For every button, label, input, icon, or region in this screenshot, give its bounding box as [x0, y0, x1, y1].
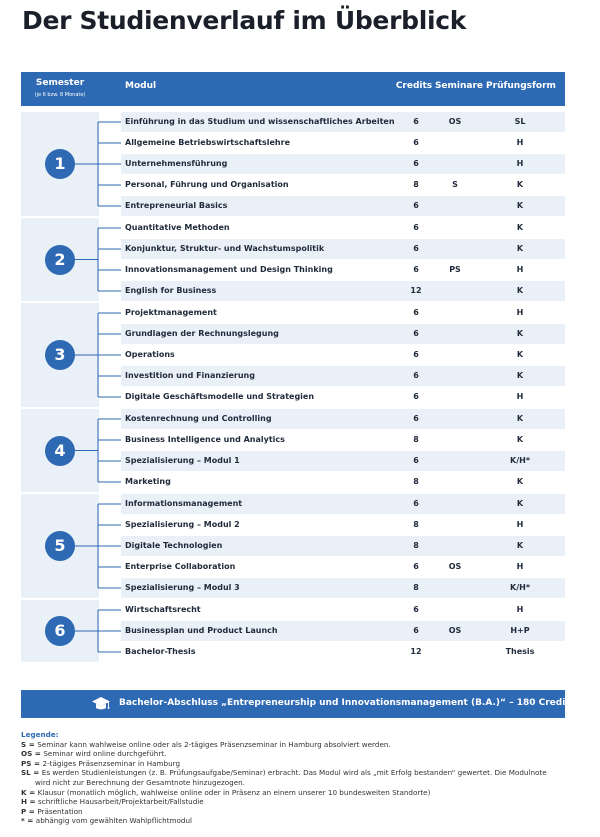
legend-key: PS: [21, 758, 32, 768]
module-credits: 6: [413, 562, 419, 571]
module-credits: 6: [413, 499, 419, 508]
module-exam: K: [516, 499, 524, 508]
legend-key: S: [21, 739, 27, 749]
module-row: [121, 133, 565, 153]
module-row: [121, 324, 565, 344]
legend-text: Präsentation: [37, 806, 83, 816]
module-credits: 6: [413, 223, 419, 232]
module-credits: 6: [413, 456, 419, 465]
module-row: [121, 451, 565, 471]
module-row: [121, 642, 565, 662]
legend-key: SL: [21, 768, 31, 778]
module-row: [121, 260, 565, 280]
module-credits: 8: [413, 477, 419, 486]
module-name: Businessplan und Product Launch: [125, 626, 278, 635]
degree-bar: [21, 690, 575, 718]
module-name: Investition und Finanzierung: [125, 371, 255, 380]
header-pruefungsform: Prüfungsform: [486, 81, 556, 91]
module-row: [121, 112, 565, 132]
module-row: [121, 345, 565, 365]
module-row: [121, 536, 565, 556]
module-name: Unternehmensführung: [125, 159, 228, 168]
module-name: Operations: [125, 350, 175, 359]
module-credits: 6: [413, 265, 419, 274]
module-row: [121, 387, 565, 407]
module-name: Spezialisierung – Modul 1: [125, 456, 240, 465]
module-exam: K/H*: [510, 583, 530, 592]
module-row: [121, 366, 565, 386]
semester-number-badge: 6: [45, 616, 75, 646]
module-exam: H: [516, 138, 524, 147]
legend-text: schriftliche Hausarbeit/Projektarbeit/Fallstudie: [38, 797, 204, 807]
module-row: [121, 430, 565, 450]
module-name: Business Intelligence und Analytics: [125, 435, 285, 444]
legend-key: OS: [21, 749, 33, 759]
module-name: Wirtschaftsrecht: [125, 605, 201, 614]
module-row: [121, 281, 565, 301]
module-name: Marketing: [125, 477, 171, 486]
module-row: [121, 409, 565, 429]
module-exam: K: [516, 329, 524, 338]
legend-key: P: [21, 806, 27, 816]
module-exam: K: [516, 244, 524, 253]
page-title: Der Studienverlauf im Überblick: [22, 6, 467, 35]
module-name: Quantitative Methoden: [125, 223, 230, 232]
module-name: Allgemeine Betriebswirtschaftslehre: [125, 138, 290, 147]
semester-number-badge: 1: [45, 149, 75, 179]
module-name: Bachelor-Thesis: [125, 647, 196, 656]
module-row: [121, 175, 565, 195]
module-seminar: S: [452, 180, 458, 189]
module-exam: K: [516, 223, 524, 232]
module-credits: 12: [410, 286, 422, 295]
module-credits: 8: [413, 435, 419, 444]
header-credits: Credits: [395, 81, 433, 91]
module-exam: K/H*: [510, 456, 530, 465]
module-exam: K: [516, 201, 524, 210]
legend-item: PS = 2-tägiges Präsenzseminar in Hamburg: [21, 758, 181, 768]
module-exam: K: [516, 286, 524, 295]
semester-number-badge: 2: [45, 245, 75, 275]
module-credits: 6: [413, 159, 419, 168]
module-name: Personal, Führung und Organisation: [125, 180, 289, 189]
module-row: [121, 557, 565, 577]
module-name: Spezialisierung – Modul 3: [125, 583, 240, 592]
module-credits: 8: [413, 180, 419, 189]
module-row: [121, 218, 565, 238]
semester-number-badge: 5: [45, 531, 75, 561]
module-exam: H: [516, 520, 524, 529]
module-name: Innovationsmanagement und Design Thinking: [125, 265, 333, 274]
module-credits: 8: [413, 520, 419, 529]
legend-text: 2-tägiges Präsenzseminar in Hamburg: [42, 758, 181, 768]
legend-item: SL = Es werden Studienleistungen (z. B. Prüfungsaufgabe/Seminar) erbracht. Das Modul wird als „mit Erfolg bestanden“ gewertet. Die Modulnote: [21, 768, 547, 778]
legend: [21, 730, 581, 826]
legend-item: P = Präsentation: [21, 806, 83, 816]
legend-text: abhängig vom gewählten Wahlpflichtmodul: [35, 816, 193, 826]
curriculum-table: [21, 106, 565, 686]
module-credits: 6: [413, 138, 419, 147]
module-row: [121, 239, 565, 259]
module-exam: K: [516, 371, 524, 380]
module-seminar: OS: [448, 626, 462, 635]
module-credits: 6: [413, 626, 419, 635]
module-exam: H+P: [510, 626, 530, 635]
module-credits: 6: [413, 350, 419, 359]
module-name: Einführung in das Studium und wissenschaftliches Arbeiten: [125, 117, 395, 126]
module-exam: H: [516, 562, 524, 571]
legend-text: Es werden Studienleistungen (z. B. Prüfungsaufgabe/Seminar) erbracht. Das Modul wird als „mit Erfolg bestanden“ gewertet. Die Modulnote: [41, 768, 547, 778]
module-name: Informationsmanagement: [125, 499, 243, 508]
module-name: English for Business: [125, 286, 217, 295]
module-exam: Thesis: [505, 647, 535, 656]
legend-item: H = schriftliche Hausarbeit/Projektarbeit/Fallstudie: [21, 797, 204, 807]
module-exam: H: [516, 605, 524, 614]
legend-text: Seminar kann wahlweise online oder als 2-tägiges Präsenzseminar in Hamburg absolviert werden.: [37, 739, 391, 749]
module-name: Konjunktur, Struktur- und Wachstumspolitik: [125, 244, 325, 253]
module-exam: K: [516, 477, 524, 486]
table-header: [21, 72, 565, 106]
module-exam: H: [516, 392, 524, 401]
header-semester: Semester: [35, 78, 85, 88]
module-row: [121, 600, 565, 620]
module-row: [121, 621, 565, 641]
legend-text: Seminar wird online durchgeführt.: [43, 749, 167, 759]
legend-key: H: [21, 797, 28, 807]
module-row: [121, 578, 565, 598]
module-credits: 8: [413, 541, 419, 550]
module-seminar: OS: [448, 117, 462, 126]
module-credits: 6: [413, 605, 419, 614]
legend-text-continued: wird nicht zur Berechnung der Gesamtnote hinzugezogen.: [35, 777, 245, 787]
module-name: Projektmanagement: [125, 308, 217, 317]
module-credits: 8: [413, 583, 419, 592]
module-exam: K: [516, 414, 524, 423]
header-seminare: Seminare: [434, 81, 484, 91]
module-credits: 6: [413, 117, 419, 126]
module-exam: SL: [514, 117, 526, 126]
module-credits: 6: [413, 244, 419, 253]
graduation-cap-icon: [91, 695, 111, 713]
module-exam: H: [516, 265, 524, 274]
module-exam: K: [516, 541, 524, 550]
module-credits: 6: [413, 392, 419, 401]
module-name: Spezialisierung – Modul 2: [125, 520, 240, 529]
semester-number-badge: 3: [45, 340, 75, 370]
module-name: Entrepreneurial Basics: [125, 201, 228, 210]
module-credits: 6: [413, 371, 419, 380]
module-name: Grundlagen der Rechnungslegung: [125, 329, 279, 338]
module-seminar: OS: [448, 562, 462, 571]
module-name: Digitale Geschäftsmodelle und Strategien: [125, 392, 315, 401]
legend-item: OS = Seminar wird online durchgeführt.: [21, 749, 167, 759]
module-name: Kostenrechnung und Controlling: [125, 414, 272, 423]
legend-text: Klausur (monatlich möglich, wahlweise online oder in Präsenz an einem unserer 10 bundesweiten Standorte): [37, 787, 431, 797]
legend-title: Legende:: [21, 730, 59, 739]
legend-item: * = abhängig vom gewählten Wahlpflichtmodul: [21, 816, 193, 826]
module-name: Enterprise Collaboration: [125, 562, 236, 571]
module-credits: 6: [413, 308, 419, 317]
legend-item: K = Klausur (monatlich möglich, wahlweise online oder in Präsenz an einem unserer 10 bundesweiten Standorte): [21, 787, 431, 797]
module-row: [121, 154, 565, 174]
header-modul: Modul: [125, 81, 157, 91]
module-row: [121, 472, 565, 492]
module-exam: K: [516, 435, 524, 444]
module-name: Digitale Technologien: [125, 541, 223, 550]
module-credits: 6: [413, 201, 419, 210]
legend-key: *: [21, 816, 25, 826]
module-credits: 6: [413, 329, 419, 338]
semester-number-badge: 4: [45, 436, 75, 466]
module-exam: H: [516, 159, 524, 168]
module-row: [121, 196, 565, 216]
module-exam: H: [516, 308, 524, 317]
module-row: [121, 494, 565, 514]
degree-text: Bachelor-Abschluss „Entrepreneurship und Innovationsmanagement (B.A.)“ – 180 Credits: [119, 698, 575, 708]
module-row: [121, 515, 565, 535]
module-exam: K: [516, 350, 524, 359]
module-credits: 12: [410, 647, 422, 656]
module-seminar: PS: [449, 265, 461, 274]
legend-item: S = Seminar kann wahlweise online oder als 2-tägiges Präsenzseminar in Hamburg absolviert werden.: [21, 739, 391, 749]
header-semester-sub: (je 6 bzw. 8 Monate): [34, 92, 86, 98]
module-credits: 6: [413, 414, 419, 423]
legend-key: K: [21, 787, 27, 797]
module-exam: K: [516, 180, 524, 189]
module-row: [121, 303, 565, 323]
